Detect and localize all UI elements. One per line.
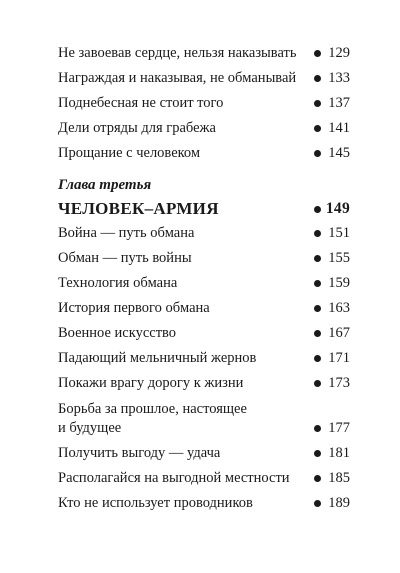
bullet-icon <box>314 355 321 362</box>
toc-entry-title: Получить выгоду — удача <box>58 445 221 461</box>
toc-entry-page: 173 <box>328 375 350 391</box>
bullet-icon <box>314 330 321 337</box>
toc-entry-title: Обман — путь войны <box>58 250 192 266</box>
chapter-label: Глава третья <box>58 177 152 193</box>
toc-entry-page: 181 <box>328 445 350 461</box>
toc-entry-title: Война — путь обмана <box>58 225 195 241</box>
toc-entry-title: Дели отряды для грабежа <box>58 120 216 136</box>
bullet-icon <box>314 500 321 507</box>
bullet-icon <box>314 125 321 132</box>
toc-entry-page: 137 <box>328 95 350 111</box>
bullet-icon <box>314 230 321 237</box>
toc-entry-title: Прощание с человеком <box>58 145 201 161</box>
bullet-icon <box>314 75 321 82</box>
toc-entry-title: Военное искусство <box>58 325 177 341</box>
bullet-icon <box>314 100 321 107</box>
bullet-icon <box>314 425 321 432</box>
toc-entry-title-continued: и будущее <box>58 420 122 436</box>
chapter-page: 149 <box>325 200 350 217</box>
toc-entry-page: 155 <box>328 250 350 266</box>
bullet-icon <box>314 450 321 457</box>
toc-entry-page: 171 <box>328 350 350 366</box>
bullet-icon <box>314 305 321 312</box>
bullet-icon <box>314 206 321 213</box>
toc-entry-page: 141 <box>328 120 350 136</box>
toc-entry-page: 145 <box>328 145 350 161</box>
toc-entry-title: История первого обмана <box>58 300 210 316</box>
toc-entry-title: Падающий мельничный жернов <box>58 350 257 366</box>
toc-entry-title: Не завоевав сердце, нельзя наказывать <box>58 45 297 61</box>
bullet-icon <box>314 255 321 262</box>
toc-entry-page: 159 <box>328 275 350 291</box>
toc-entry-title: Кто не использует проводников <box>58 495 253 511</box>
toc-entry-title: Поднебесная не стоит того <box>58 95 224 111</box>
toc-entry-title: Располагайся на выгодной местности <box>58 470 290 486</box>
toc-entry-title: Награждая и наказывая, не обманывай <box>58 70 297 86</box>
toc-entry-page: 129 <box>328 45 350 61</box>
toc-entry[interactable] <box>58 400 350 438</box>
bullet-icon <box>314 475 321 482</box>
toc-entry-title: Борьба за прошлое, настоящее <box>58 401 247 417</box>
bullet-icon <box>314 380 321 387</box>
toc-entry-page: 163 <box>328 300 350 316</box>
toc-entry-page: 151 <box>328 225 350 241</box>
toc-entry-title: Технология обмана <box>58 275 178 291</box>
bullet-icon <box>314 50 321 57</box>
chapter-title: ЧЕЛОВЕК–АРМИЯ <box>58 199 219 218</box>
toc-entry-page: 189 <box>328 495 350 511</box>
bullet-icon <box>314 280 321 287</box>
bullet-icon <box>314 150 321 157</box>
toc-entry-page: 133 <box>328 70 350 86</box>
toc-entry-page: 177 <box>328 420 350 436</box>
toc-entry-page: 167 <box>328 325 350 341</box>
toc-entry-title: Покажи врагу дорогу к жизни <box>58 375 244 391</box>
toc-entry-page: 185 <box>328 470 350 486</box>
